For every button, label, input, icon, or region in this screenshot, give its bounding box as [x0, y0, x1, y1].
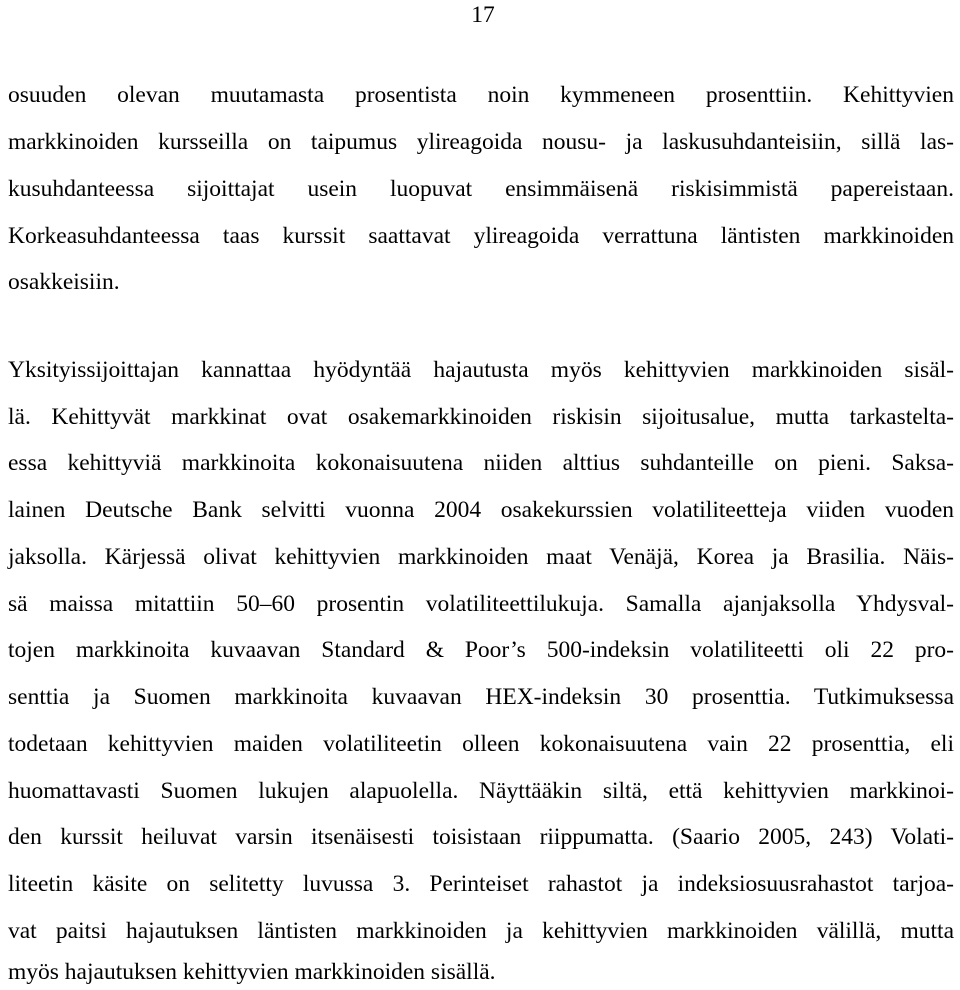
- paragraph-2-line-14: myös hajautuksen kehittyvien markkinoiden sisällä.: [8, 959, 496, 985]
- paragraph-2-line-5: jaksolla. Kärjessä olivat kehittyvien markkinoiden maat Venäjä, Korea ja Brasilia. Näis-: [8, 544, 954, 570]
- paragraph-2-line-7: tojen markkinoita kuvaavan Standard & Poor’s 500-indeksin volatiliteetti oli 22 pro-: [8, 637, 954, 663]
- paragraph-2-line-12: liteetin käsite on selitetty luvussa 3. Perinteiset rahastot ja indeksiosuusrahastot tarjoa-: [8, 871, 954, 897]
- paragraph-2-line-11: den kurssit heiluvat varsin itsenäisesti toisistaan riippumatta. (Saario 2005, 243) Volati-: [8, 824, 954, 850]
- paragraph-1-line-3: kusuhdanteessa sijoittajat usein luopuvat ensimmäisenä riskisimmistä papereistaan.: [8, 176, 954, 202]
- paragraph-1-line-5: osakkeisiin.: [8, 269, 120, 295]
- paragraph-1-line-2: markkinoiden kursseilla on taipumus ylireagoida nousu- ja laskusuhdanteisiin, sillä las-: [8, 129, 954, 155]
- paragraph-2-line-2: lä. Kehittyvät markkinat ovat osakemarkkinoiden riskisin sijoitusalue, mutta tarkastelta-: [8, 404, 954, 430]
- paragraph-2-line-6: sä maissa mitattiin 50–60 prosentin volatiliteettilukuja. Samalla ajanjaksolla Yhdysval-: [8, 591, 954, 617]
- paragraph-2-line-10: huomattavasti Suomen lukujen alapuolella. Näyttääkin siltä, että kehittyvien markkinoi-: [8, 778, 954, 804]
- paragraph-2-line-8: senttia ja Suomen markkinoita kuvaavan HEX-indeksin 30 prosenttia. Tutkimuksessa: [8, 684, 954, 710]
- paragraph-1-line-1: osuuden olevan muutamasta prosentista noin kymmeneen prosenttiin. Kehittyvien: [8, 82, 954, 108]
- paragraph-2-line-13: vat paitsi hajautuksen läntisten markkinoiden ja kehittyvien markkinoiden välillä, mutta: [8, 918, 954, 944]
- paragraph-2-line-4: lainen Deutsche Bank selvitti vuonna 2004 osakekurssien volatiliteetteja viiden vuoden: [8, 497, 954, 523]
- paragraph-2-line-9: todetaan kehittyvien maiden volatiliteetin olleen kokonaisuutena vain 22 prosenttia, eli: [8, 731, 954, 757]
- page-number: 17: [471, 2, 495, 28]
- paragraph-2-line-3: essa kehittyviä markkinoita kokonaisuutena niiden alttius suhdanteille on pieni. Saksa-: [8, 450, 954, 476]
- paragraph-2-line-1: Yksityissijoittajan kannattaa hyödyntää hajautusta myös kehittyvien markkinoiden sisäl-: [8, 357, 954, 383]
- paragraph-1-line-4: Korkeasuhdanteessa taas kurssit saattavat ylireagoida verrattuna läntisten markkinoiden: [8, 223, 954, 249]
